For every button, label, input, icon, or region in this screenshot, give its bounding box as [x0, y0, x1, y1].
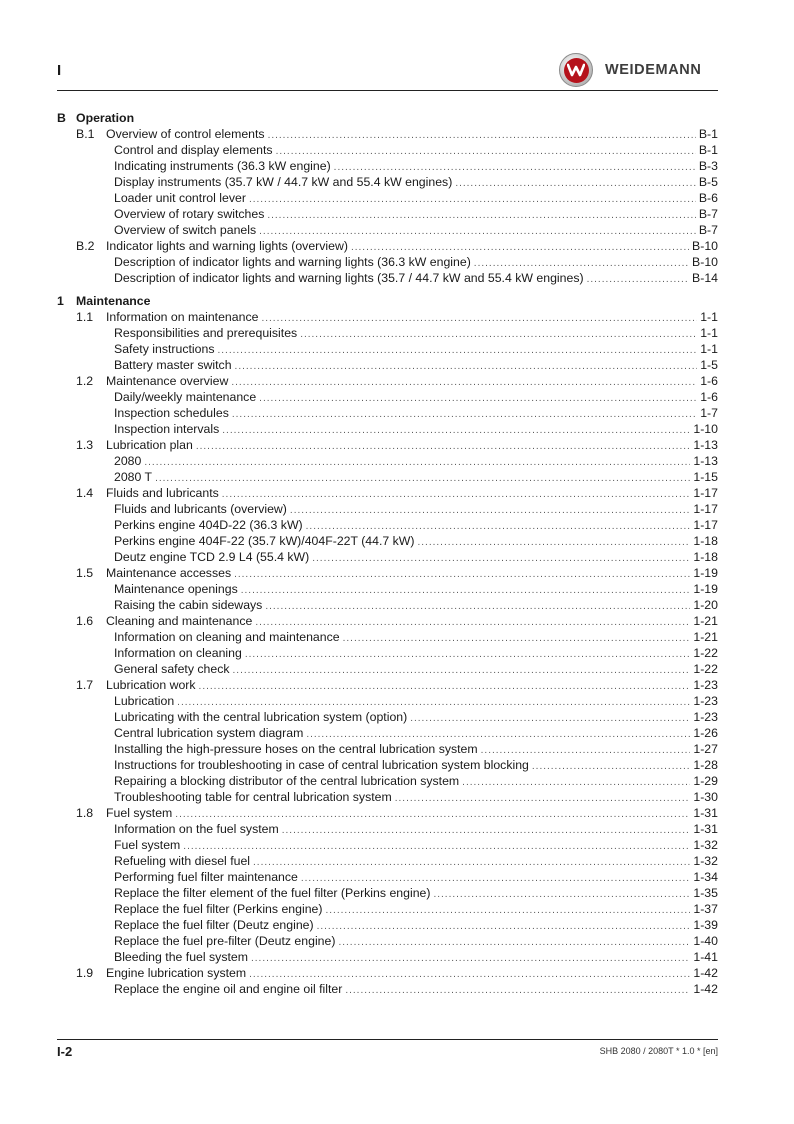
entry-title: Overview of switch panels — [114, 223, 257, 237]
entry-number-text: 1.6 — [76, 614, 94, 628]
toc-entry[interactable] — [57, 917, 718, 933]
entry-number — [57, 309, 106, 325]
entry-title: 2080 — [114, 454, 142, 468]
header-rule — [57, 90, 718, 91]
toc-entry[interactable] — [57, 469, 718, 485]
toc-entry[interactable] — [57, 709, 718, 725]
entry-title: Fluids and lubricants — [106, 486, 219, 500]
dot-leader — [144, 455, 690, 471]
toc-entry[interactable] — [57, 741, 718, 757]
entry-number-text: 1.1 — [76, 310, 94, 324]
entry-page: 1-15 — [693, 470, 718, 484]
entry-title: Overview of control elements — [106, 127, 265, 141]
entry-title: Battery master switch — [114, 358, 232, 372]
entry-page: 1-26 — [693, 726, 718, 740]
entry-title: Fluids and lubricants (overview) — [114, 502, 287, 516]
dot-leader — [231, 375, 697, 391]
entry-title: Deutz engine TCD 2.9 L4 (55.4 kW) — [114, 550, 310, 564]
entry-title: Refueling with diesel fuel — [114, 854, 251, 868]
toc-entry[interactable] — [57, 270, 718, 286]
dot-leader — [234, 567, 690, 583]
entry-page: 1-6 — [700, 390, 718, 404]
toc-entry[interactable] — [57, 238, 718, 254]
dot-leader — [233, 663, 691, 679]
dot-leader — [282, 823, 691, 839]
entry-title: Indicating instruments (36.3 kW engine) — [114, 159, 331, 173]
toc-entry[interactable] — [57, 485, 718, 501]
entry-title: Information on maintenance — [106, 310, 259, 324]
dot-leader — [300, 327, 697, 343]
toc-entry[interactable] — [57, 549, 718, 565]
footer-rule — [57, 1039, 718, 1040]
toc-entry[interactable] — [57, 206, 718, 222]
entry-title: Loader unit control lever — [114, 191, 246, 205]
entry-page: 1-40 — [693, 934, 718, 948]
toc-entry[interactable] — [57, 437, 718, 453]
section-heading — [57, 110, 718, 126]
entry-title: Maintenance accesses — [106, 566, 232, 580]
entry-page: 1-22 — [693, 662, 718, 676]
dot-leader — [345, 983, 690, 999]
entry-number-text: 1.2 — [76, 374, 94, 388]
entry-title: Installing the high-pressure hoses on the central lubrication system — [114, 742, 478, 756]
entry-title: Description of indicator lights and warning lights (36.3 kW engine) — [114, 255, 471, 269]
dot-leader — [290, 503, 690, 519]
entry-number — [57, 238, 106, 254]
entry-title: Safety instructions — [114, 342, 215, 356]
dot-leader — [433, 887, 690, 903]
toc-entry[interactable] — [57, 981, 718, 997]
entry-number-text: B.1 — [76, 127, 95, 141]
entry-page: B-1 — [698, 127, 718, 141]
entry-number — [57, 965, 106, 981]
entry-page: B-7 — [698, 223, 718, 237]
entry-page: 1-10 — [693, 422, 718, 436]
entry-page: 1-18 — [693, 550, 718, 564]
toc-entry[interactable] — [57, 389, 718, 405]
toc-entry[interactable] — [57, 725, 718, 741]
entry-title: Instructions for troubleshooting in case of central lubrication system blocking — [114, 758, 529, 772]
entry-title: Responsibilities and prerequisites — [114, 326, 298, 340]
chapter-marker: I — [57, 62, 62, 79]
entry-page: 1-20 — [693, 598, 718, 612]
entry-page: B-10 — [692, 255, 718, 269]
toc-entry[interactable] — [57, 869, 718, 885]
entry-title: Raising the cabin sideways — [114, 598, 263, 612]
entry-page: B-5 — [698, 175, 718, 189]
entry-number — [57, 805, 106, 821]
entry-page: 1-39 — [693, 918, 718, 932]
entry-number-text: 1.4 — [76, 486, 94, 500]
brand-name: WEIDEMANN — [605, 62, 702, 78]
entry-title: Control and display elements — [114, 143, 273, 157]
entry-page: 1-27 — [693, 742, 718, 756]
dot-leader — [249, 192, 696, 208]
entry-title: Replace the filter element of the fuel filter (Perkins engine) — [114, 886, 431, 900]
entry-page: 1-31 — [693, 822, 718, 836]
entry-page: 1-23 — [693, 694, 718, 708]
entry-title: Maintenance openings — [114, 582, 238, 596]
toc-entry[interactable] — [57, 821, 718, 837]
entry-page: 1-7 — [700, 406, 718, 420]
entry-page: 1-21 — [693, 614, 718, 628]
toc-entry[interactable] — [57, 158, 718, 174]
dot-leader — [418, 535, 691, 551]
entry-title: Replace the fuel pre-filter (Deutz engine) — [114, 934, 336, 948]
section-number: B — [57, 111, 66, 125]
entry-page: 1-32 — [693, 838, 718, 852]
toc-entry[interactable] — [57, 901, 718, 917]
toc-entry[interactable] — [57, 757, 718, 773]
entry-title: Lubrication — [114, 694, 175, 708]
toc-entry[interactable] — [57, 357, 718, 373]
entry-page: B-1 — [698, 143, 718, 157]
entry-title: Engine lubrication system — [106, 966, 247, 980]
entry-page: 1-19 — [693, 566, 718, 580]
dot-leader — [199, 679, 691, 695]
entry-page: 1-23 — [693, 710, 718, 724]
entry-title: Central lubrication system diagram — [114, 726, 304, 740]
dot-leader — [343, 631, 691, 647]
toc-entry[interactable] — [57, 190, 718, 206]
entry-title: 2080 T — [114, 470, 153, 484]
toc-entry[interactable] — [57, 597, 718, 613]
dot-leader — [338, 935, 690, 951]
entry-number — [57, 373, 106, 389]
dot-leader — [455, 176, 696, 192]
dot-leader — [196, 439, 691, 455]
toc-entry[interactable] — [57, 405, 718, 421]
entry-number-text: B.2 — [76, 239, 95, 253]
toc-entry[interactable] — [57, 837, 718, 853]
toc-entry[interactable] — [57, 517, 718, 533]
toc-entry[interactable] — [57, 309, 718, 325]
entry-number — [57, 126, 106, 142]
dot-leader — [259, 391, 697, 407]
entry-page: 1-35 — [693, 886, 718, 900]
toc-entry[interactable] — [57, 885, 718, 901]
dot-leader — [395, 791, 691, 807]
entry-number-text: 1.5 — [76, 566, 94, 580]
entry-number-text: 1.8 — [76, 806, 94, 820]
entry-page: 1-37 — [693, 902, 718, 916]
entry-title: Bleeding the fuel system — [114, 950, 248, 964]
entry-title: Information on cleaning and maintenance — [114, 630, 340, 644]
entry-page: 1-34 — [693, 870, 718, 884]
dot-leader — [235, 359, 698, 375]
entry-number-text: 1.7 — [76, 678, 94, 692]
dot-leader — [462, 775, 690, 791]
entry-title: Replace the engine oil and engine oil filter — [114, 982, 343, 996]
entry-page: 1-28 — [693, 758, 718, 772]
entry-title: Troubleshooting table for central lubrication system — [114, 790, 392, 804]
entry-page: 1-22 — [693, 646, 718, 660]
entry-page: 1-29 — [693, 774, 718, 788]
table-of-contents — [57, 110, 718, 1004]
entry-page: 1-19 — [693, 582, 718, 596]
dot-leader — [317, 919, 691, 935]
dot-leader — [222, 423, 690, 439]
entry-page: 1-42 — [693, 966, 718, 980]
entry-page: B-6 — [698, 191, 718, 205]
entry-number — [57, 485, 106, 501]
entry-title: Replace the fuel filter (Deutz engine) — [114, 918, 314, 932]
entry-page: 1-30 — [693, 790, 718, 804]
entry-page: B-3 — [698, 159, 718, 173]
entry-page: B-14 — [692, 271, 718, 285]
entry-page: 1-13 — [693, 454, 718, 468]
toc-entry[interactable] — [57, 501, 718, 517]
dot-leader — [312, 551, 690, 567]
toc-entry[interactable] — [57, 142, 718, 158]
entry-title: Inspection intervals — [114, 422, 220, 436]
dot-leader — [276, 144, 696, 160]
section-title: Operation — [76, 111, 135, 125]
dot-leader — [410, 711, 690, 727]
dot-leader — [532, 759, 690, 775]
entry-title: Daily/weekly maintenance — [114, 390, 257, 404]
entry-page: 1-1 — [700, 342, 718, 356]
toc-entry[interactable] — [57, 174, 718, 190]
entry-page: 1-32 — [693, 854, 718, 868]
entry-title: Perkins engine 404D-22 (36.3 kW) — [114, 518, 303, 532]
entry-page: 1-31 — [693, 806, 718, 820]
dot-leader — [587, 272, 689, 288]
entry-page: 1-13 — [693, 438, 718, 452]
entry-title: Display instruments (35.7 kW / 44.7 kW and 55.4 kW engines) — [114, 175, 453, 189]
entry-page: B-10 — [692, 239, 718, 253]
entry-title: Lubricating with the central lubrication system (option) — [114, 710, 408, 724]
entry-page: B-7 — [698, 207, 718, 221]
toc-entry[interactable] — [57, 645, 718, 661]
dot-leader — [251, 951, 690, 967]
toc-entry[interactable] — [57, 949, 718, 965]
toc-entry[interactable] — [57, 805, 718, 821]
entry-title: Repairing a blocking distributor of the central lubrication system — [114, 774, 460, 788]
dot-leader — [217, 343, 697, 359]
section-number: 1 — [57, 294, 64, 308]
section-title: Maintenance — [76, 294, 151, 308]
toc-entry[interactable] — [57, 853, 718, 869]
brand-logo — [559, 53, 701, 87]
toc-entry[interactable] — [57, 693, 718, 709]
toc-entry[interactable] — [57, 126, 718, 142]
toc-entry[interactable] — [57, 222, 718, 238]
toc-entry[interactable] — [57, 254, 718, 270]
entry-title: Indicator lights and warning lights (overview) — [106, 239, 348, 253]
entry-number-text: 1.3 — [76, 438, 94, 452]
entry-number — [57, 677, 106, 693]
entry-title: Description of indicator lights and warning lights (35.7 / 44.7 kW and 55.4 kW engines) — [114, 271, 584, 285]
toc-entry[interactable] — [57, 581, 718, 597]
toc-entry[interactable] — [57, 613, 718, 629]
entry-title: Lubrication work — [106, 678, 196, 692]
dot-leader — [261, 311, 697, 327]
entry-page: 1-1 — [700, 310, 718, 324]
entry-number — [57, 437, 106, 453]
dot-leader — [241, 583, 691, 599]
entry-title: Cleaning and maintenance — [106, 614, 253, 628]
dot-leader — [232, 407, 697, 423]
entry-title: Information on the fuel system — [114, 822, 279, 836]
entry-page: 1-6 — [700, 374, 718, 388]
dot-leader — [183, 839, 690, 855]
section-heading — [57, 293, 718, 309]
entry-title: Replace the fuel filter (Perkins engine) — [114, 902, 323, 916]
entry-page: 1-41 — [693, 950, 718, 964]
toc-entry[interactable] — [57, 789, 718, 805]
entry-page: 1-17 — [693, 486, 718, 500]
entry-page: 1-21 — [693, 630, 718, 644]
entry-title: Fuel system — [114, 838, 181, 852]
dot-leader — [253, 855, 690, 871]
toc-section — [57, 110, 718, 286]
dot-leader — [268, 128, 696, 144]
dot-leader — [265, 599, 690, 615]
dot-leader — [222, 487, 691, 503]
entry-number — [57, 613, 106, 629]
toc-entry[interactable] — [57, 373, 718, 389]
toc-entry[interactable] — [57, 453, 718, 469]
entry-title: Maintenance overview — [106, 374, 229, 388]
toc-entry[interactable] — [57, 661, 718, 677]
entry-title: Information on cleaning — [114, 646, 242, 660]
toc-entry[interactable] — [57, 629, 718, 645]
weidemann-logo-icon — [559, 53, 593, 87]
entry-title: Lubrication plan — [106, 438, 193, 452]
entry-title: Overview of rotary switches — [114, 207, 265, 221]
toc-section — [57, 293, 718, 997]
toc-entry[interactable] — [57, 965, 718, 981]
entry-page: 1-18 — [693, 534, 718, 548]
toc-entry[interactable] — [57, 773, 718, 789]
entry-title: General safety check — [114, 662, 230, 676]
entry-page: 1-17 — [693, 502, 718, 516]
entry-title: Performing fuel filter maintenance — [114, 870, 298, 884]
entry-page: 1-1 — [700, 326, 718, 340]
entry-page: 1-23 — [693, 678, 718, 692]
dot-leader — [325, 903, 690, 919]
document-code: SHB 2080 / 2080T * 1.0 * [en] — [599, 1046, 718, 1056]
entry-page: 1-17 — [693, 518, 718, 532]
toc-entry[interactable] — [57, 533, 718, 549]
entry-title: Inspection schedules — [114, 406, 229, 420]
entry-number-text: 1.9 — [76, 966, 94, 980]
toc-entry[interactable] — [57, 565, 718, 581]
toc-entry[interactable] — [57, 421, 718, 437]
entry-page: 1-5 — [700, 358, 718, 372]
toc-entry[interactable] — [57, 341, 718, 357]
toc-entry[interactable] — [57, 325, 718, 341]
entry-page: 1-42 — [693, 982, 718, 996]
toc-entry[interactable] — [57, 933, 718, 949]
entry-number — [57, 565, 106, 581]
page-number: I-2 — [57, 1044, 73, 1059]
entry-title: Fuel system — [106, 806, 173, 820]
dot-leader — [155, 471, 690, 487]
toc-entry[interactable] — [57, 677, 718, 693]
dot-leader — [245, 647, 691, 663]
dot-leader — [267, 208, 696, 224]
entry-title: Perkins engine 404F-22 (35.7 kW)/404F-22T (44.7 kW) — [114, 534, 415, 548]
